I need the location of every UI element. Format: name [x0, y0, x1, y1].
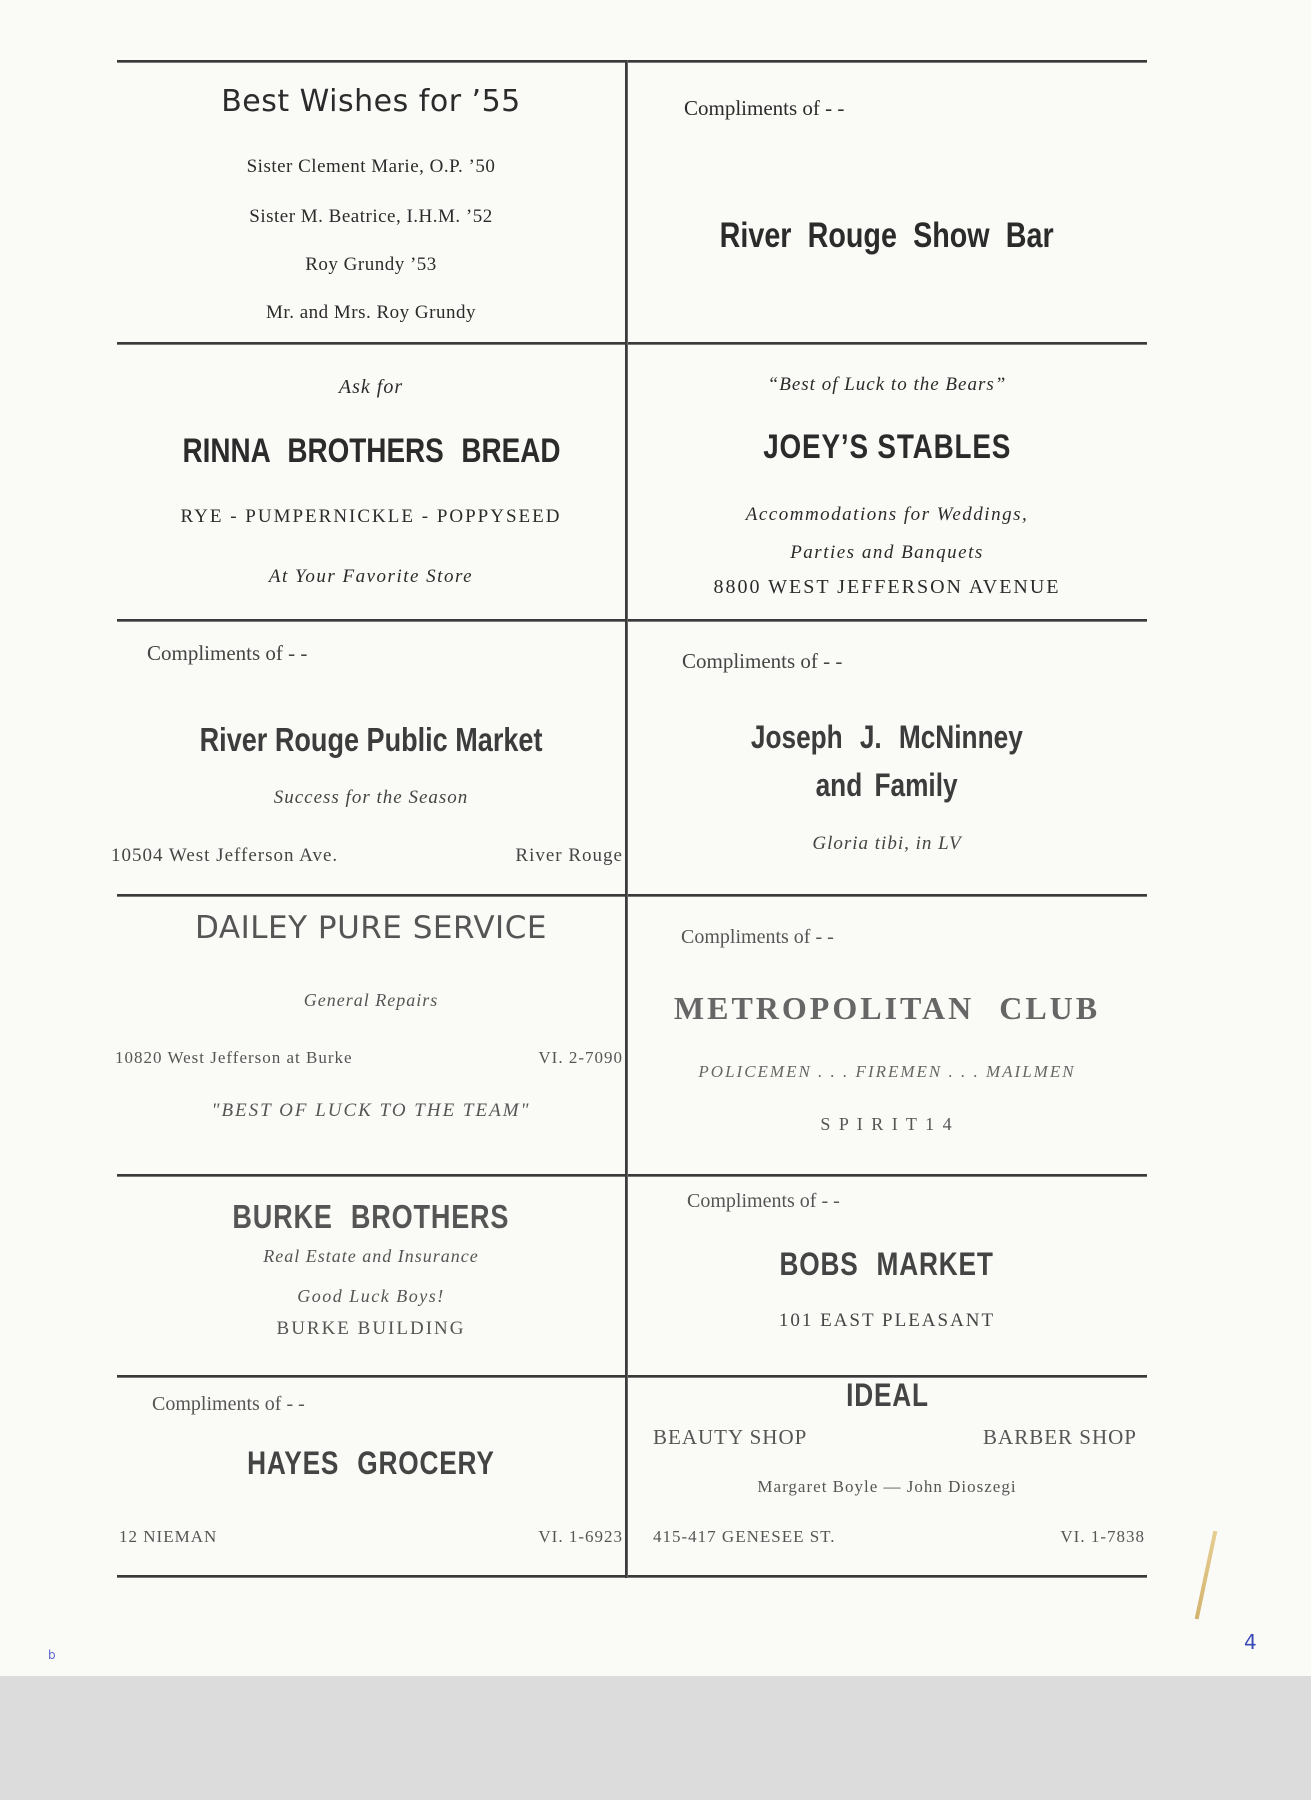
ad-metropolitan [627, 894, 1147, 1174]
motto: Gloria tibi, in LV [812, 833, 962, 854]
ad-title-text: River Rouge Public Market [199, 721, 543, 758]
ad-hayes-grocery [117, 1375, 625, 1575]
tagline: Success for the Season [273, 787, 469, 808]
slogan: "BEST OF LUCK TO THE TEAM" [211, 1100, 531, 1121]
owners: Margaret Boyle — John Dioszegi [757, 1477, 1017, 1496]
ad-intro: Compliments of - - [682, 649, 843, 673]
ad-bobs-market [627, 1174, 1147, 1375]
page-number: 4 [1244, 1630, 1257, 1654]
ad-grid [111, 60, 1147, 1580]
address: 415-417 GENESEE ST. [653, 1527, 836, 1546]
detail-line: Accommodations for Weddings, [745, 504, 1029, 525]
address: 12 NIEMAN [119, 1527, 218, 1546]
ad-title [627, 719, 1147, 756]
building: BURKE BUILDING [276, 1318, 466, 1339]
ad-title: METROPOLITAN CLUB [673, 990, 1101, 1026]
ad-title [117, 1445, 625, 1482]
detail-line: Parties and Banquets [790, 542, 984, 563]
ad-title-text: Joseph J. McNinney [751, 719, 1023, 755]
address: 10504 West Jefferson Ave. [111, 845, 339, 866]
products-line: RYE - PUMPERNICKLE - POPPYSEED [180, 506, 562, 527]
members: POLICEMEN . . . FIREMEN . . . MAILMEN [698, 1062, 1076, 1081]
name-line: Sister Clement Marie, O.P. ’50 [246, 156, 496, 177]
ad-title: DAILEY PURE SERVICE [195, 910, 547, 946]
phone: VI. 1-6923 [538, 1527, 623, 1546]
ad-title-text: River Rouge Show Bar [720, 216, 1054, 255]
ad-title-text: BURKE BROTHERS [232, 1198, 510, 1235]
ad-burke-brothers [117, 1174, 625, 1375]
ad-intro: Compliments of - - [147, 641, 308, 665]
ad-intro: Compliments of - - [681, 926, 834, 948]
ad-title-text: HAYES GROCERY [247, 1445, 495, 1481]
name-line: Roy Grundy ’53 [305, 254, 437, 275]
ad-title: Best Wishes for ’55 [221, 84, 521, 119]
ad-title [117, 1198, 625, 1236]
ad-intro: Compliments of - - [152, 1393, 305, 1415]
ad-ideal [627, 1375, 1147, 1575]
stain-mark [1195, 1531, 1218, 1620]
corner-mark: b [48, 1648, 56, 1662]
ad-title-text: BOBS MARKET [779, 1246, 995, 1282]
address: 10820 West Jefferson at Burke [115, 1048, 353, 1067]
ad-title [117, 432, 625, 471]
ad-title [627, 1377, 1147, 1414]
ad-title [627, 428, 1147, 467]
name-line: Sister M. Beatrice, I.H.M. ’52 [249, 206, 493, 227]
address: 8800 WEST JEFFERSON AVENUE [713, 576, 1061, 598]
ad-intro: Ask for [338, 376, 404, 398]
city: River Rouge [515, 845, 623, 866]
detail-line: Good Luck Boys! [297, 1286, 445, 1306]
ad-title-text: JOEY’S STABLES [763, 428, 1011, 466]
ad-title [117, 721, 625, 759]
spirit: S P I R I T 1 4 [820, 1114, 954, 1134]
ad-show-bar [627, 60, 1147, 342]
ad-best-wishes [117, 60, 625, 342]
ad-title [627, 216, 1147, 256]
phone: VI. 1-7838 [1060, 1527, 1145, 1546]
ad-joeys-stables [627, 342, 1147, 619]
ad-intro: Compliments of - - [687, 1190, 840, 1212]
ad-title-text: and Family [816, 767, 958, 803]
detail-line: Real Estate and Insurance [263, 1246, 479, 1266]
beauty-shop: BEAUTY SHOP [653, 1425, 808, 1449]
barber-shop: BARBER SHOP [983, 1425, 1137, 1449]
address: 101 EAST PLEASANT [778, 1310, 996, 1331]
ad-public-market [111, 619, 625, 894]
service: General Repairs [303, 990, 439, 1010]
ad-title-text: RINNA BROTHERS BREAD [181, 432, 560, 470]
ad-title-line2 [627, 767, 1147, 804]
ad-mcninney [627, 619, 1147, 894]
phone: VI. 2-7090 [538, 1048, 623, 1067]
ad-title-text: IDEAL [845, 1377, 929, 1413]
ad-title [627, 1246, 1147, 1283]
tagline: At Your Favorite Store [268, 566, 474, 587]
rule [117, 1575, 1147, 1578]
ad-intro: Compliments of - - [684, 96, 845, 120]
name-line: Mr. and Mrs. Roy Grundy [266, 302, 476, 323]
ad-rinna [117, 342, 625, 619]
ad-dailey [117, 894, 625, 1174]
quote: “Best of Luck to the Bears” [767, 374, 1007, 395]
